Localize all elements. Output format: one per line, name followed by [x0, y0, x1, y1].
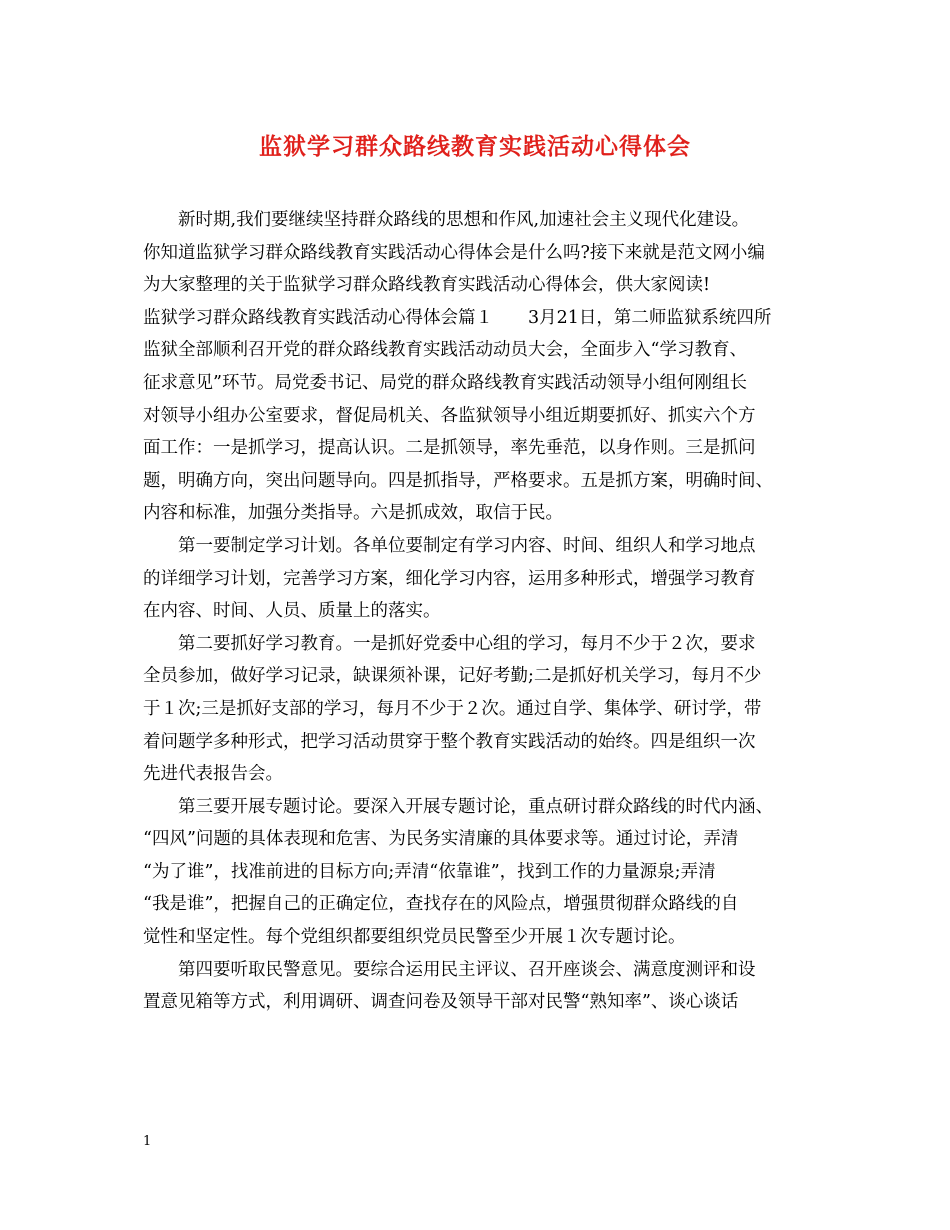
text-line: 于１次;三是抓好支部的学习，每月不少于２次。通过自学、集体学、研讨学，带 [143, 698, 762, 719]
text-line: 的详细学习计划，完善学习方案，细化学习内容，运用多种形式，增强学习教育 [143, 568, 756, 589]
text-line: 征求意见”环节。局党委书记、局党的群众路线教育实践活动领导小组何刚组长 [143, 372, 747, 393]
text-line: 全员参加，做好学习记录，缺课须补课，记好考勤;二是抓好机关学习，每月不少 [143, 666, 762, 687]
text-line: 面工作：一是抓学习，提高认识。二是抓领导，率先垂范，以身作则。三是抓问 [143, 438, 756, 459]
text-line: 觉性和坚定性。每个党组织都要组织党员民警至少开展１次专题讨论。 [143, 927, 686, 948]
text-line: 为大家整理的关于监狱学习群众路线教育实践活动心得体会，供大家阅读! [143, 275, 711, 296]
text-line: 第四要听取民警意见。要综合运用民主评议、召开座谈会、满意度测评和设 [178, 959, 756, 980]
paragraph [143, 302, 823, 530]
text-line: “我是谁”，把握自己的正确定位，查找存在的风险点，增强贯彻群众路线的自 [143, 894, 739, 915]
text-line: 题，明确方向，突出问题导向。四是抓指导，严格要求。五是抓方案，明确时间、 [143, 470, 773, 491]
text-line: “四风”问题的具体表现和危害、为民务实清廉的具体要求等。通过讨论，弄清 [143, 829, 739, 850]
text-line: 对领导小组办公室要求，督促局机关、各监狱领导小组近期要抓好、抓实六个方 [143, 405, 756, 426]
text-line: 第一要制定学习计划。各单位要制定有学习内容、时间、组织人和学习地点 [178, 535, 756, 556]
text-line: 第三要开展专题讨论。要深入开展专题讨论，重点研讨群众路线的时代内涵、 [178, 796, 773, 817]
text-line: 置意见箱等方式，利用调研、调查问卷及领导干部对民警“熟知率”、谈心谈话 [143, 992, 739, 1013]
paragraph [143, 954, 823, 1019]
text-line: 监狱学习群众路线教育实践活动心得体会篇１ 3月21日，第二师监狱系统四所 [143, 307, 772, 328]
text-line: 第二要抓好学习教育。一是抓好党委中心组的学习，每月不少于２次，要求 [178, 633, 756, 654]
text-line: 着问题学多种形式，把学习活动贯穿于整个教育实践活动的始终。四是组织一次 [143, 731, 756, 752]
text-line: 新时期,我们要继续坚持群众路线的思想和作风,加速社会主义现代化建设。 [178, 210, 750, 230]
text-line: 内容和标准，加强分类指导。六是抓成效，取信于民。 [143, 503, 563, 524]
document-body [143, 204, 823, 1019]
text-line: “为了谁”，找准前进的目标方向;弄清“依靠谁”，找到工作的力量源泉;弄清 [143, 861, 716, 882]
paragraph [143, 791, 823, 954]
document-title: 监狱学习群众路线教育实践活动心得体会 [259, 133, 691, 160]
text-line: 你知道监狱学习群众路线教育实践活动心得体会是什么吗?接下来就是范文网小编 [143, 242, 765, 263]
text-line: 先进代表报告会。 [143, 764, 283, 785]
text-line: 监狱全部顺利召开党的群众路线教育实践活动动员大会，全面步入“学习教育、 [143, 340, 747, 361]
page-number: 1 [143, 1134, 152, 1149]
text-line: 在内容、时间、人员、质量上的落实。 [143, 601, 441, 622]
paragraph [143, 530, 823, 628]
paragraph [143, 204, 823, 302]
paragraph [143, 628, 823, 791]
